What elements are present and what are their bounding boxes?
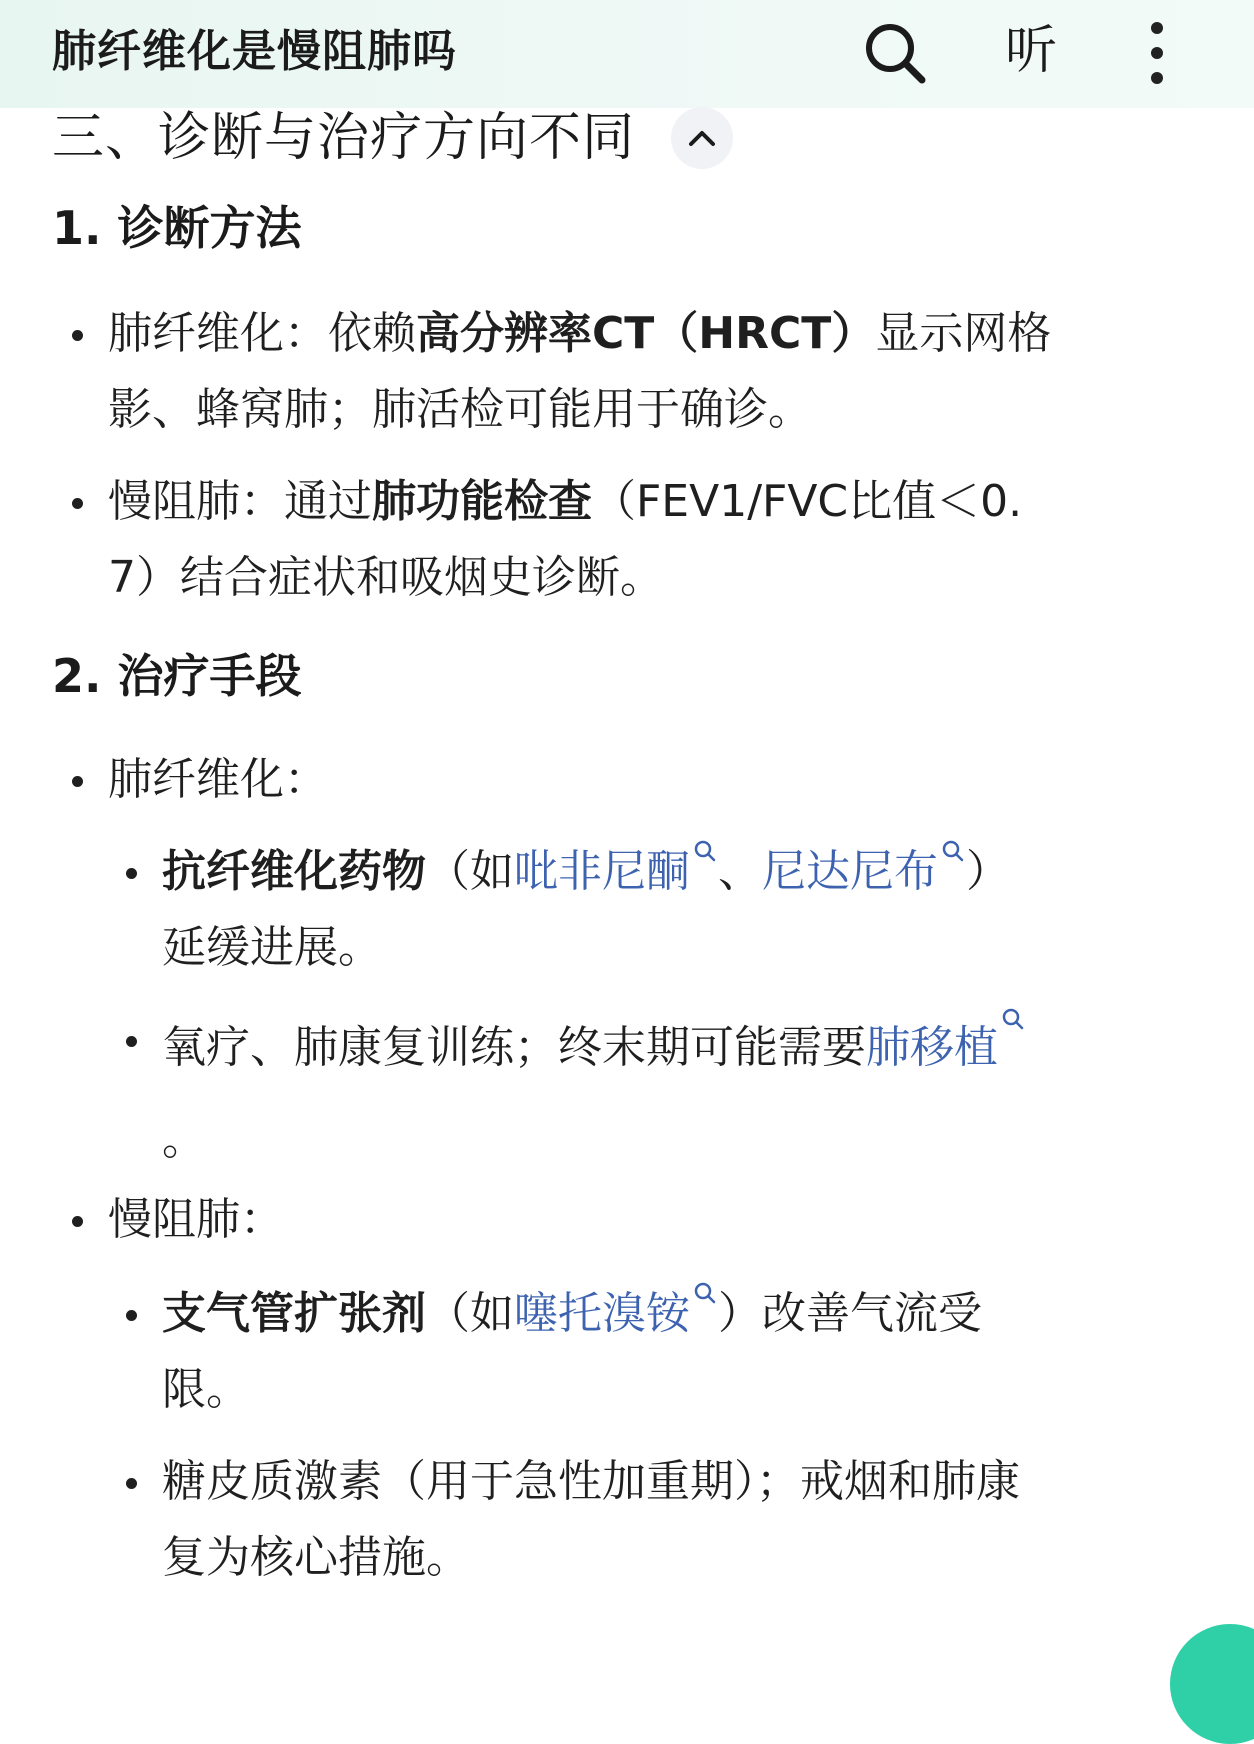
link-pirfenidone[interactable]: 吡非尼酮 [514, 846, 690, 897]
treatment-copd-bronchodilator-line1: 支气管扩张剂（如噻托溴铵 ）改善气流受 [162, 1276, 1188, 1352]
link-lung-transplant[interactable]: 肺移植 [866, 1022, 998, 1073]
floating-action-button[interactable] [1170, 1624, 1254, 1744]
diagnosis-heading: 1. 诊断方法 [52, 201, 302, 255]
more-vertical-icon[interactable] [1140, 18, 1176, 88]
diagnosis-copd-line2: 7）结合症状和吸烟史诊断。 [108, 552, 664, 603]
section-heading-text: 三、诊断与治疗方向不同 [52, 108, 636, 168]
treatment-fibrosis-oxygen-line2: 。 [162, 1114, 206, 1165]
treatment-copd-label: 慢阻肺： [108, 1182, 1188, 1258]
treatment-copd-steroid-item [162, 1444, 1188, 1596]
chevron-up-icon [687, 128, 717, 148]
listen-button[interactable]: 听 [1005, 21, 1058, 81]
search-hint-icon [692, 1280, 718, 1310]
collapse-button[interactable] [671, 107, 733, 169]
diagnosis-copd-line1: 慢阻肺：通过肺功能检查（FEV1/FVC比值＜0. [108, 476, 1023, 527]
treatment-fibrosis-oxygen-line1: 氧疗、肺康复训练；终末期可能需要肺移植 [162, 1002, 1188, 1094]
treatment-fibrosis-drugs-line1: 抗纤维化药物（如吡非尼酮 、尼达尼布 ） [162, 834, 1188, 910]
diagnosis-fibrosis-line2: 影、蜂窝肺；肺活检可能用于确诊。 [108, 384, 812, 435]
treatment-copd-bronchodilator-item [162, 1276, 1188, 1428]
diagnosis-copd-item [108, 464, 1188, 616]
search-hint-icon [940, 838, 966, 868]
search-hint-icon [1000, 1006, 1026, 1036]
search-icon[interactable] [862, 20, 928, 86]
search-hint-icon [692, 838, 718, 868]
treatment-copd-steroid-line2: 复为核心措施。 [162, 1532, 470, 1583]
diagnosis-fibrosis-line1: 肺纤维化：依赖高分辨率CT（HRCT）显示网格 [108, 308, 1052, 359]
treatment-heading: 2. 治疗手段 [52, 649, 302, 703]
diagnosis-fibrosis-item [108, 296, 1188, 448]
treatment-fibrosis-drugs-item [162, 834, 1188, 986]
link-tiotropium[interactable]: 噻托溴铵 [514, 1288, 690, 1339]
treatment-fibrosis-label: 肺纤维化： [108, 742, 1188, 818]
section-heading [52, 104, 733, 172]
treatment-copd-bronchodilator-line2: 限。 [162, 1364, 250, 1415]
treatment-copd-steroid-line1: 糖皮质激素（用于急性加重期）；戒烟和肺康 [162, 1456, 1020, 1507]
top-bar [0, 0, 1254, 108]
link-nintedanib[interactable]: 尼达尼布 [762, 846, 938, 897]
treatment-fibrosis-oxygen-item [162, 1002, 1188, 1186]
page-title: 肺纤维化是慢阻肺吗 [52, 26, 457, 77]
treatment-fibrosis-drugs-line2: 延缓进展。 [162, 922, 382, 973]
